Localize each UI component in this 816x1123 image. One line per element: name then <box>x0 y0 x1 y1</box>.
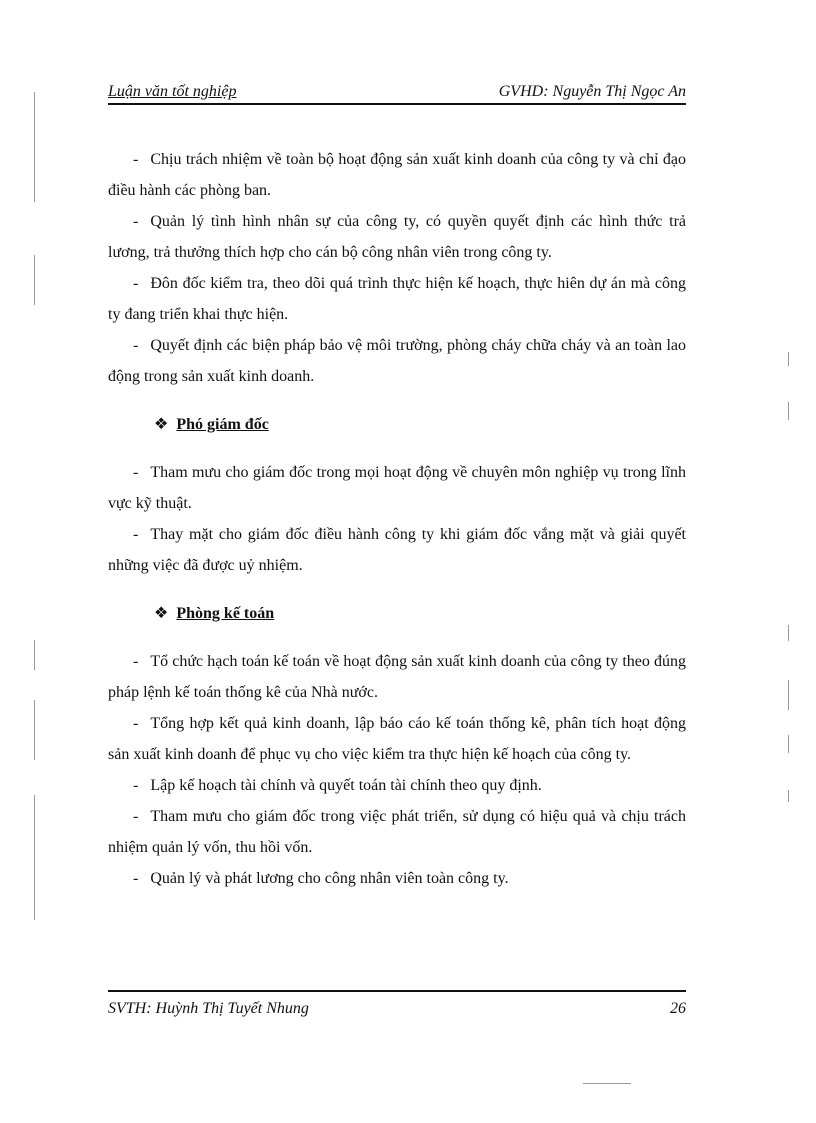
paragraph <box>108 770 686 801</box>
paragraph <box>108 206 686 268</box>
scan-mark <box>788 402 789 420</box>
header-thesis-title: Luận văn tốt nghiệp <box>108 83 237 100</box>
dash-marker: - <box>133 526 139 543</box>
dash-marker: - <box>133 808 139 825</box>
paragraph <box>108 144 686 206</box>
dash-marker: - <box>133 464 139 481</box>
dash-marker: - <box>133 777 139 794</box>
paragraph-text: Tham mưu cho giám đốc trong việc phát triển, sử dụng có hiệu quả và chịu trách nhiệm quản lý vốn, thu hồi vốn. <box>108 808 686 856</box>
paragraph <box>108 646 686 708</box>
scan-mark <box>34 640 35 670</box>
paragraph-text: Lập kế hoạch tài chính và quyết toán tài chính theo quy định. <box>150 777 542 794</box>
scan-mark <box>788 625 789 641</box>
scan-mark <box>788 735 789 753</box>
paragraph-text: Thay mặt cho giám đốc điều hành công ty khi giám đốc vắng mặt và giải quyết những việc đã được uỷ nhiệm. <box>108 526 686 574</box>
section-title: Phó giám đốc <box>176 416 269 433</box>
section-heading-accounting <box>154 598 686 629</box>
header-advisor: GVHD: Nguyễn Thị Ngọc An <box>498 83 686 100</box>
paragraph-text: Quyết định các biện pháp bảo vệ môi trường, phòng cháy chữa cháy và an toàn lao động trong sản xuất kinh doanh. <box>108 337 686 385</box>
paragraph <box>108 268 686 330</box>
paragraph <box>108 457 686 519</box>
paragraph <box>108 863 686 894</box>
page-number: 26 <box>670 1000 686 1017</box>
footer-student-name: SVTH: Huỳnh Thị Tuyết Nhung <box>108 1000 309 1017</box>
scan-mark <box>34 700 35 760</box>
paragraph <box>108 330 686 392</box>
scan-mark <box>34 92 35 202</box>
paragraph <box>108 708 686 770</box>
section-title: Phòng kế toán <box>176 605 275 622</box>
diamond-bullet-icon: ❖ <box>154 416 169 433</box>
scan-mark <box>34 255 35 305</box>
page-header <box>108 82 686 105</box>
section-heading-deputy-director <box>154 409 686 440</box>
scan-mark <box>34 795 35 920</box>
dash-marker: - <box>133 151 139 168</box>
scan-mark <box>788 680 789 710</box>
page-footer <box>108 990 686 1019</box>
dash-marker: - <box>133 653 139 670</box>
paragraph-text: Quản lý và phát lương cho công nhân viên toàn công ty. <box>150 870 509 887</box>
paragraph-text: Quản lý tình hình nhân sự của công ty, có quyền quyết định các hình thức trả lương, trả thưởng thích hợp cho cán bộ công nhân viên trong công ty. <box>108 213 686 261</box>
paragraph-text: Tham mưu cho giám đốc trong mọi hoạt động về chuyên môn nghiệp vụ trong lĩnh vực kỹ thuật. <box>108 464 686 512</box>
dash-marker: - <box>133 870 139 887</box>
dash-marker: - <box>133 715 139 732</box>
paragraph-text: Chịu trách nhiệm về toàn bộ hoạt động sản xuất kinh doanh của công ty và chỉ đạo điều hành các phòng ban. <box>108 151 686 199</box>
dash-marker: - <box>133 213 139 230</box>
paragraph <box>108 801 686 863</box>
paragraph-text: Đôn đốc kiểm tra, theo dõi quá trình thực hiện kế hoạch, thực hiên dự án mà công ty đang triển khai thực hiện. <box>108 275 686 323</box>
paragraph-text: Tổ chức hạch toán kế toán về hoạt động sản xuất kinh doanh của công ty theo đúng pháp lệnh kế toán thống kê của Nhà nước. <box>108 653 686 701</box>
scan-mark <box>788 790 789 802</box>
dash-marker: - <box>133 337 139 354</box>
page-content <box>108 144 686 894</box>
paragraph <box>108 519 686 581</box>
diamond-bullet-icon: ❖ <box>154 605 169 622</box>
scan-mark <box>583 1083 631 1084</box>
scan-mark <box>788 352 789 366</box>
paragraph-text: Tổng hợp kết quả kinh doanh, lập báo cáo kế toán thống kê, phân tích hoạt động sản xuất kinh doanh để phục vụ cho việc kiểm tra thực hiện kế hoạch của công ty. <box>108 715 686 763</box>
dash-marker: - <box>133 275 139 292</box>
